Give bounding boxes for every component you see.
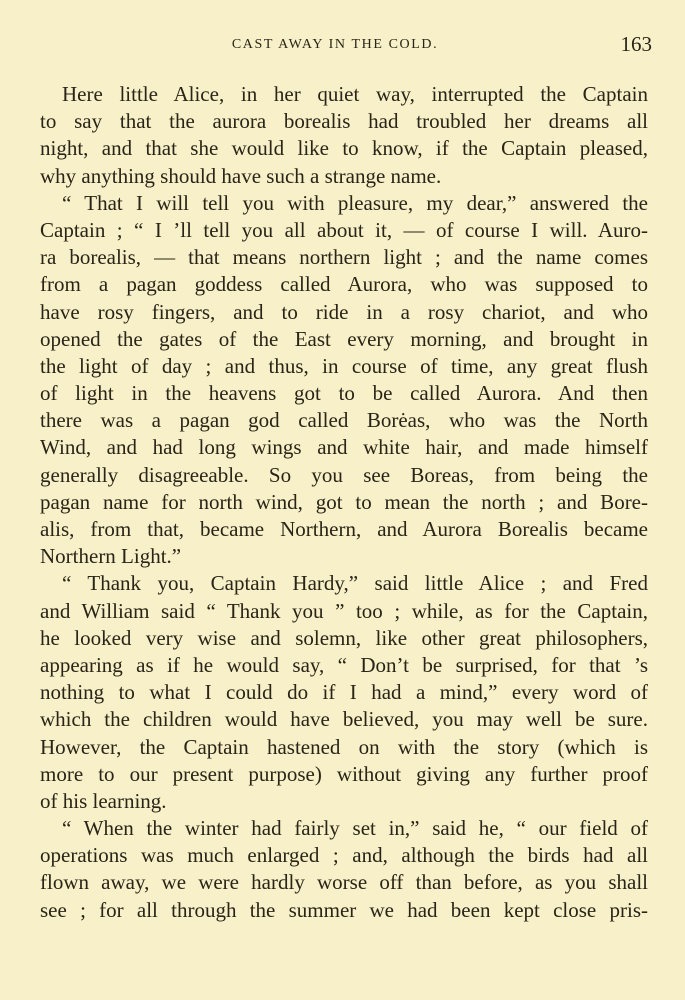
text-line: Wind, and had long wings and white hair, and made himself: [40, 435, 648, 460]
text-line: night, and that she would like to know, if the Captain pleased,: [40, 136, 648, 161]
body-text: [40, 81, 648, 924]
text-line: alis, from that, became Northern, and Aurora Borealis became: [40, 517, 648, 541]
text-line: to say that the aurora borealis had troubled her dreams all: [40, 109, 648, 134]
running-head: [40, 34, 652, 56]
text-line: from a pagan goddess called Aurora, who was supposed to: [40, 272, 648, 297]
text-line: pagan name for north wind, got to mean the north ; and Bore-: [40, 489, 648, 514]
text-line: “ Thank you, Captain Hardy,” said little Alice ; and Fred: [62, 571, 648, 596]
running-title: CAST AWAY IN THE COLD.: [231, 37, 439, 52]
text-line: “ When the winter had fairly set in,” said he, “ our field of: [62, 816, 648, 841]
text-line: opened the gates of the East every morning, and brought in: [40, 326, 648, 351]
text-line: why anything should have such a strange name.: [40, 163, 442, 188]
page-number: 163: [620, 32, 652, 56]
text-line: flown away, we were hardly worse off than before, as you shall: [40, 870, 648, 895]
text-line: see ; for all through the summer we had been kept close pris-: [40, 897, 648, 922]
text-line: of light in the heavens got to be called Aurora. And then: [40, 381, 648, 406]
text-line: Captain ; “ I ’ll tell you all about it, — of course I will. Auro-: [40, 217, 648, 242]
text-line: ra borealis, — that means northern light ; and the name comes: [40, 245, 648, 270]
text-line: generally disagreeable. So you see Boreas, from being the: [40, 462, 648, 487]
text-line: operations was much enlarged ; and, although the birds had all: [40, 843, 648, 868]
text-line: of his learning.: [40, 788, 167, 813]
text-line: which the children would have believed, you may well be sure.: [40, 707, 648, 732]
text-line: and William said “ Thank you ” too ; while, as for the Captain,: [40, 598, 648, 623]
text-line: Northern Light.”: [40, 544, 182, 569]
text-line: have rosy fingers, and to ride in a rosy chariot, and who: [40, 299, 648, 324]
text-line: the light of day ; and thus, in course of time, any great flush: [40, 353, 648, 378]
text-line: Here little Alice, in her quiet way, interrupted the Captain: [62, 82, 648, 106]
text-line: “ That I will tell you with pleasure, my dear,” answered the: [62, 190, 648, 215]
text-line: nothing to what I could do if I had a mind,” every word of: [40, 680, 648, 705]
text-line: he looked very wise and solemn, like other great philosophers,: [40, 625, 648, 650]
text-line: more to our present purpose) without giving any further proof: [40, 761, 648, 786]
text-line: However, the Captain hastened on with the story (which is: [40, 734, 648, 759]
text-line: there was a pagan god called Borėas, who was the North: [40, 408, 648, 433]
text-line: appearing as if he would say, “ Don’t be surprised, for that ’s: [40, 652, 648, 677]
